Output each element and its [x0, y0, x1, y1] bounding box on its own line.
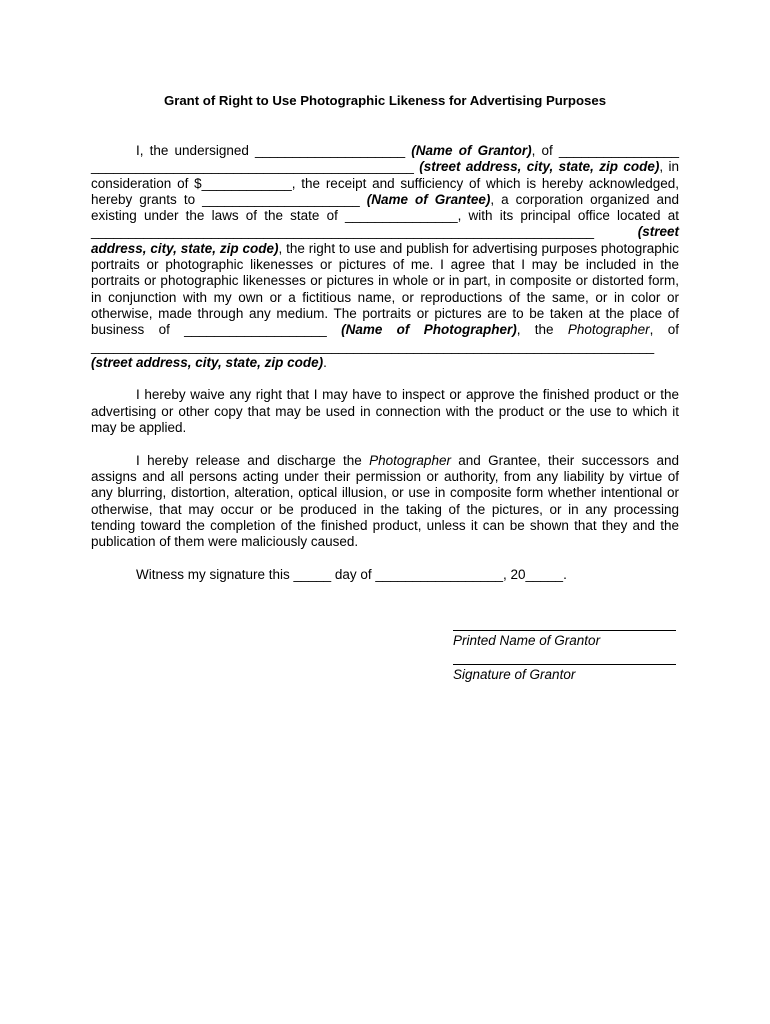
document-body	[91, 143, 679, 583]
grantor-text: I, the undersigned ____________________	[136, 143, 412, 158]
photographer-term: Photographer	[567, 322, 650, 338]
signature-label: Signature of Grantor	[453, 667, 576, 682]
photographer-address-label: (street address, city, state, zip code)	[91, 354, 324, 370]
release-text-start: I hereby release and discharge the	[136, 452, 370, 468]
printed-name-line[interactable]	[453, 630, 676, 631]
witness-paragraph	[91, 567, 679, 583]
document-title: Grant of Right to Use Photographic Likeness for Advertising Purposes	[163, 93, 607, 108]
photographer-name-label: (Name of Photographer)	[341, 322, 517, 338]
grantor-address-blank: ___________________________________________	[91, 159, 420, 175]
grantor-of-text: , of ________________	[531, 143, 680, 158]
rights-text: , the right to use and publish for advertising purposes photographic portraits or photographic likenesses or pictures of me. I agree that I may be included in the portraits or photographic likenesses or pictures in whole or in part, in composite or distorted form, in conjunction with my own or a fictitious name, or reproductions of the same, or in color or otherwise, made through any medium. The portraits or pictures are to be taken at the place of business of ___________________	[91, 240, 679, 338]
period: .	[323, 354, 327, 370]
grantee-name-label: (Name of Grantee)	[366, 191, 491, 207]
grant-paragraph	[91, 143, 679, 371]
signature-line[interactable]	[453, 664, 676, 665]
waiver-paragraph	[91, 387, 679, 436]
release-text-rest: and Grantee, their successors and assigns and all persons acting under their permission or authority, from any liability by virtue of any blurring, distortion, alteration, optical illusion, or use in composite form whether intentional or otherwise, that may occur or be produced in the taking of the pictures, or in any processing tending toward the completion of the finished product, unless it can be shown that they and the publication of them were maliciously caused.	[91, 452, 679, 550]
comma: ,	[659, 159, 664, 175]
the-text: , the	[516, 322, 568, 338]
witness-text: Witness my signature this _____ day of _________________, 20_____.	[136, 566, 567, 582]
grantor-address-label: (street address, city, state, zip code)	[419, 159, 660, 175]
photographer-of-text: , of ___________________________________________________________________________	[91, 322, 679, 354]
grantee-text: , a corporation organized and existing under the laws of the state of _______________, with its principal office located at ___________________________________________________________________	[91, 191, 679, 240]
waiver-text: I hereby waive any right that I may have to inspect or approve the finished product or the advertising or other copy that may be used in connection with the product or the use to which it may be applied.	[91, 387, 679, 436]
grantee-address-label: (street address, city, state, zip code)	[91, 224, 679, 256]
printed-name-block	[453, 630, 676, 648]
printed-name-label: Printed Name of Grantor	[453, 633, 601, 648]
signature-block	[453, 664, 676, 682]
photographer-term: Photographer	[369, 452, 451, 468]
consideration-text: in consideration of $____________, the receipt and sufficiency of which is hereby acknowledged, hereby grants to _____________________	[91, 159, 679, 207]
release-paragraph	[91, 453, 679, 551]
grantor-name-label: (Name of Grantor)	[411, 143, 532, 158]
